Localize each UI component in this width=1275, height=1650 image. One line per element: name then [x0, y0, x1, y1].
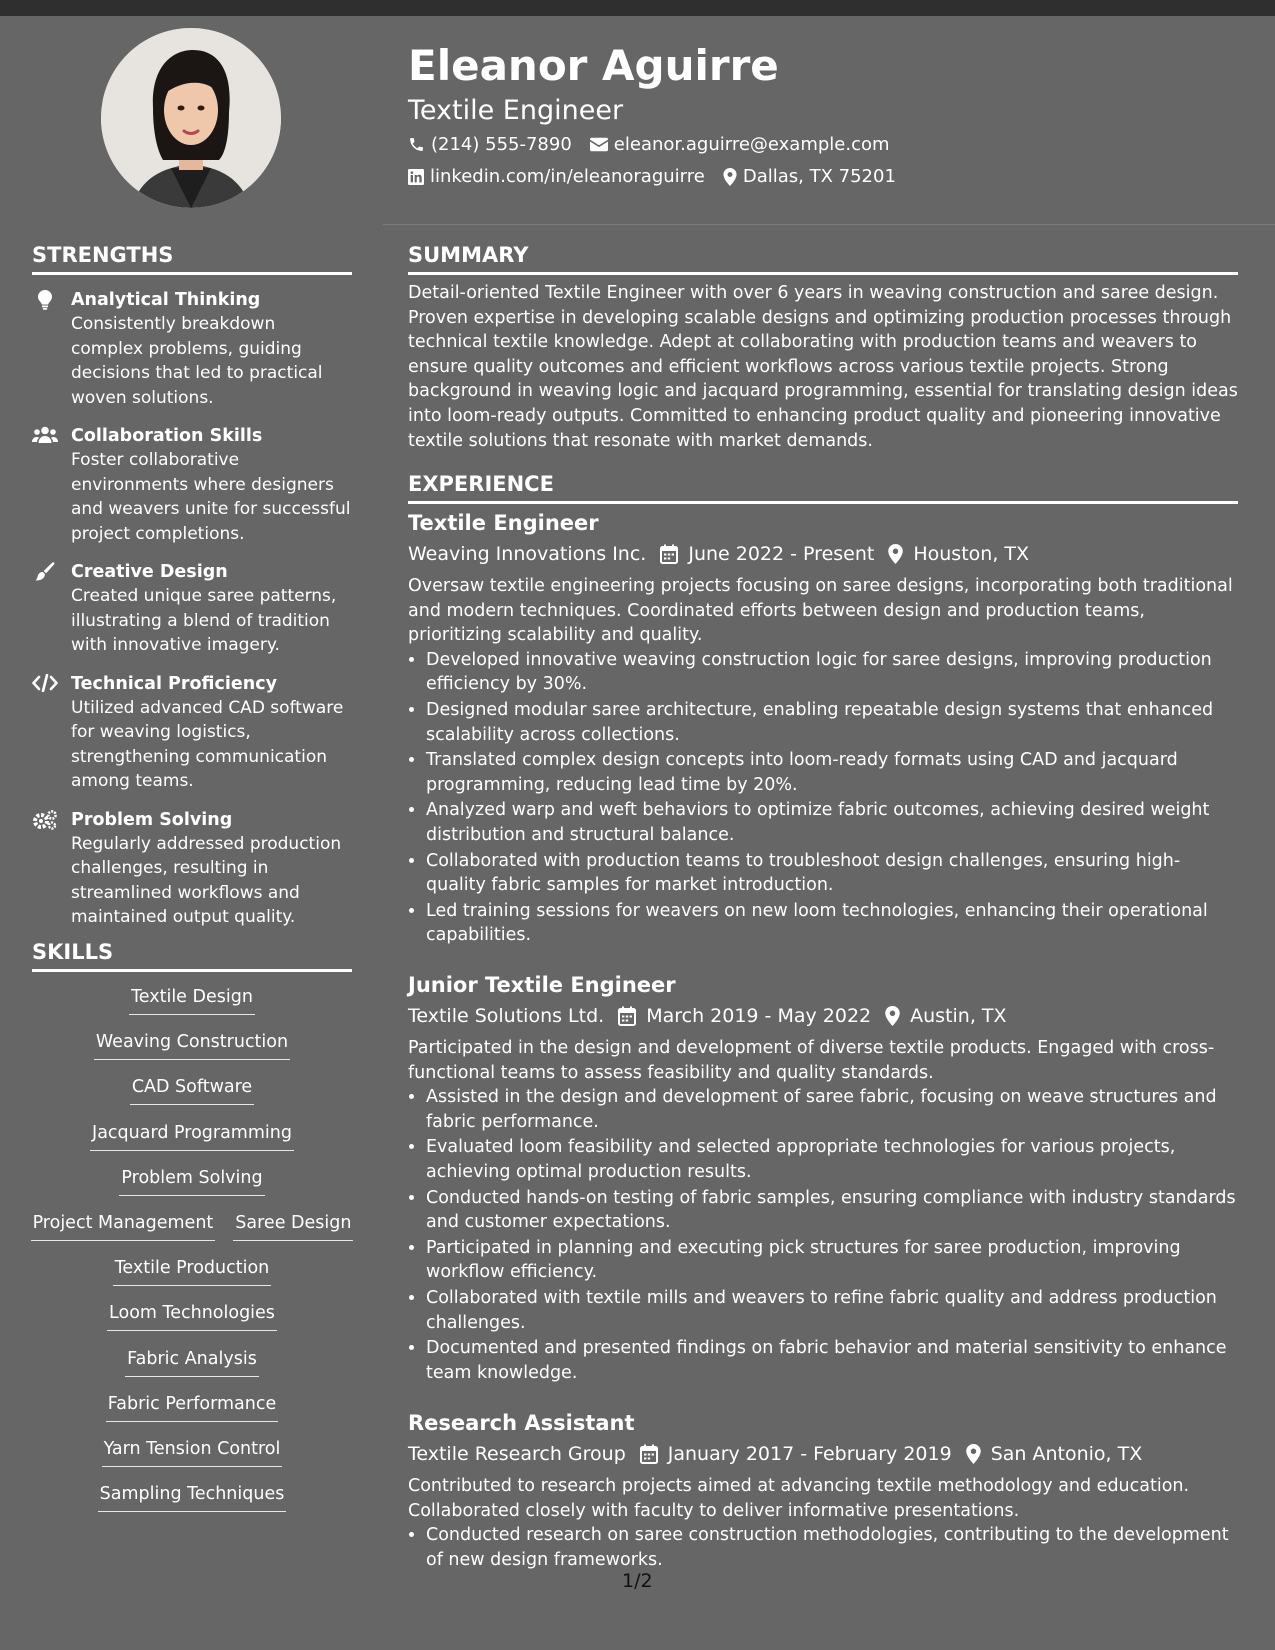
strength-desc: Foster collaborative environments where designers and weavers unite for successful project completions. — [71, 450, 351, 544]
users-icon — [32, 426, 58, 444]
job-location: Austin, TX — [910, 1005, 1007, 1027]
skill-tag: Textile Production — [113, 1256, 272, 1286]
map-pin-icon — [723, 168, 737, 186]
lightbulb-icon — [38, 290, 52, 310]
skill-tag: Yarn Tension Control — [102, 1437, 283, 1467]
bullet-item: • Participated in planning and executing pick structures for saree production, improving workflow efficiency. — [426, 1236, 1238, 1285]
profile-photo — [101, 28, 281, 208]
candidate-title: Textile Engineer — [408, 95, 624, 126]
contact-row-2 — [408, 166, 914, 187]
phone-text: (214) 555-7890 — [431, 134, 572, 155]
email-contact[interactable] — [590, 134, 890, 155]
page-number: 1/2 — [622, 1570, 653, 1592]
location-contact — [723, 166, 896, 187]
experience-item — [408, 971, 1238, 1386]
company-name: Weaving Innovations Inc. — [408, 543, 647, 565]
job-dates: January 2017 - February 2019 — [667, 1443, 952, 1465]
skill-tag: Saree Design — [233, 1211, 353, 1241]
job-description: Contributed to research projects aimed at advancing textile methodology and education. Collaborated closely with faculty to deliver informative presentations. — [408, 1476, 1190, 1521]
bullet-item: • Conducted research on saree construction methodologies, contributing to the development of new design frameworks. — [426, 1523, 1238, 1572]
code-icon — [32, 674, 58, 692]
job-dates: June 2022 - Present — [688, 543, 875, 565]
strength-item — [32, 560, 352, 658]
map-pin-icon — [966, 1444, 981, 1464]
job-meta — [408, 540, 1238, 568]
experience-rule — [408, 501, 1238, 504]
linkedin-link[interactable]: linkedin.com/in/eleanoraguirre — [430, 166, 705, 187]
job-description: Oversaw textile engineering projects focusing on saree designs, incorporating both traditional and modern techniques. Coordinated efforts between design and production teams, prioritizing scalability and quality. — [408, 576, 1233, 646]
skill-tag: Jacquard Programming — [90, 1121, 294, 1151]
bullet-item: • Assisted in the design and development of saree fabric, focusing on weave structures and fabric performance. — [426, 1085, 1238, 1134]
bullet-item: • Collaborated with textile mills and weavers to refine fabric quality and address production challenges. — [426, 1286, 1238, 1335]
linkedin-icon — [408, 169, 424, 185]
job-title: Junior Textile Engineer — [408, 973, 676, 997]
job-meta — [408, 1440, 1238, 1468]
skills-heading: SKILLS — [32, 940, 114, 964]
summary-text: Detail-oriented Textile Engineer with over 6 years in weaving construction and saree design. Proven expertise in developing scalable designs and optimizing production processes through technical textile knowledge. Adept at collaborating with production teams and weavers to ensure quality outcomes and efficient workflows across various textile projects. Strong background in weaving logic and jacquard programming, essential for translating design ideas into loom-ready outputs. Committed to enhancing product quality and pioneering innovative textile solutions that resonate with market demands. — [408, 283, 1238, 451]
job-meta — [408, 1002, 1238, 1030]
strength-item — [32, 288, 352, 410]
top-bar — [0, 0, 1275, 16]
strength-title: Technical Proficiency — [71, 673, 277, 694]
experience-item — [408, 1409, 1238, 1573]
strength-item — [32, 808, 352, 930]
phone-contact — [408, 134, 572, 155]
skill-tag: Weaving Construction — [94, 1030, 290, 1060]
skill-tag: Project Management — [31, 1211, 216, 1241]
email-link[interactable]: eleanor.aguirre@example.com — [613, 134, 890, 155]
candidate-name: Eleanor Aguirre — [408, 41, 779, 90]
paintbrush-icon — [35, 562, 55, 582]
strength-title: Creative Design — [71, 562, 228, 582]
calendar-icon — [618, 1006, 636, 1026]
envelope-icon — [590, 137, 608, 152]
job-title: Research Assistant — [408, 1411, 635, 1435]
map-pin-icon — [885, 1006, 900, 1026]
company-name: Textile Research Group — [408, 1443, 626, 1465]
job-title: Textile Engineer — [408, 511, 599, 535]
calendar-icon — [660, 544, 678, 564]
skill-tag: Textile Design — [129, 985, 255, 1015]
strength-desc: Created unique saree patterns, illustrating a blend of tradition with innovative imagery. — [71, 586, 337, 655]
header-divider — [383, 224, 1275, 225]
bullet-item: • Conducted hands-on testing of fabric samples, ensuring compliance with industry standards and customer expectations. — [426, 1186, 1238, 1235]
bullet-item: • Evaluated loom feasibility and selected appropriate technologies for various projects, achieving optimal production results. — [426, 1135, 1238, 1184]
strength-desc: Regularly addressed production challenges, resulting in streamlined workflows and maintained output quality. — [71, 833, 342, 927]
summary-rule — [408, 272, 1238, 275]
location-text: Dallas, TX 75201 — [742, 166, 896, 187]
experience-heading: EXPERIENCE — [408, 472, 554, 496]
skills-list — [32, 985, 352, 1527]
skill-tag: Loom Technologies — [107, 1301, 277, 1331]
map-pin-icon — [888, 544, 903, 564]
strength-title: Collaboration Skills — [71, 426, 263, 446]
strength-desc: Consistently breakdown complex problems, guiding decisions that led to practical woven solutions. — [71, 314, 323, 408]
strengths-heading: STRENGTHS — [32, 243, 174, 267]
strength-item — [32, 424, 352, 546]
experience-item — [408, 509, 1238, 949]
bullet-item: • Collaborated with production teams to troubleshoot design challenges, ensuring high-quality fabric samples for market introduction. — [426, 849, 1238, 898]
skill-tag: CAD Software — [130, 1075, 254, 1105]
bullet-item: • Analyzed warp and weft behaviors to optimize fabric outcomes, achieving desired weight distribution and structural balance. — [426, 798, 1238, 847]
skills-rule — [32, 969, 352, 972]
job-location: Houston, TX — [913, 543, 1030, 565]
skill-tag: Sampling Techniques — [98, 1482, 287, 1512]
skill-tag: Problem Solving — [119, 1166, 264, 1196]
strengths-rule — [32, 272, 352, 275]
bullet-item: • Designed modular saree architecture, enabling repeatable design systems that enhanced scalability across collections. — [426, 698, 1238, 747]
strength-title: Analytical Thinking — [71, 290, 261, 310]
bullet-item: • Led training sessions for weavers on new loom technologies, enhancing their operational capabilities. — [426, 899, 1238, 948]
job-location: San Antonio, TX — [990, 1443, 1143, 1465]
bullet-item: • Documented and presented findings on fabric behavior and material sensitivity to enhance team knowledge. — [426, 1336, 1238, 1385]
phone-icon — [408, 136, 425, 153]
job-description: Participated in the design and development of diverse textile products. Engaged with cross-functional teams to assess feasibility and quality standards. — [408, 1038, 1215, 1083]
calendar-icon — [640, 1444, 658, 1464]
contact-row-1 — [408, 134, 908, 155]
job-bullets — [408, 648, 1238, 948]
skill-tag: Fabric Performance — [106, 1392, 278, 1422]
job-dates: March 2019 - May 2022 — [646, 1005, 872, 1027]
strength-item — [32, 672, 352, 794]
summary-heading: SUMMARY — [408, 243, 529, 267]
company-name: Textile Solutions Ltd. — [408, 1005, 605, 1027]
gears-icon — [32, 810, 58, 830]
strengths-list — [32, 288, 352, 944]
strength-title: Problem Solving — [71, 809, 233, 830]
bullet-item: • Translated complex design concepts into loom-ready formats using CAD and jacquard programming, reducing lead time by 20%. — [426, 748, 1238, 797]
bullet-item: • Developed innovative weaving construction logic for saree designs, improving production efficiency by 30%. — [426, 648, 1238, 697]
job-bullets — [408, 1085, 1238, 1385]
job-bullets — [408, 1523, 1238, 1572]
strength-desc: Utilized advanced CAD software for weaving logistics, strengthening communication among teams. — [71, 697, 344, 791]
skill-tag: Fabric Analysis — [125, 1347, 259, 1377]
linkedin-contact[interactable] — [408, 166, 705, 187]
